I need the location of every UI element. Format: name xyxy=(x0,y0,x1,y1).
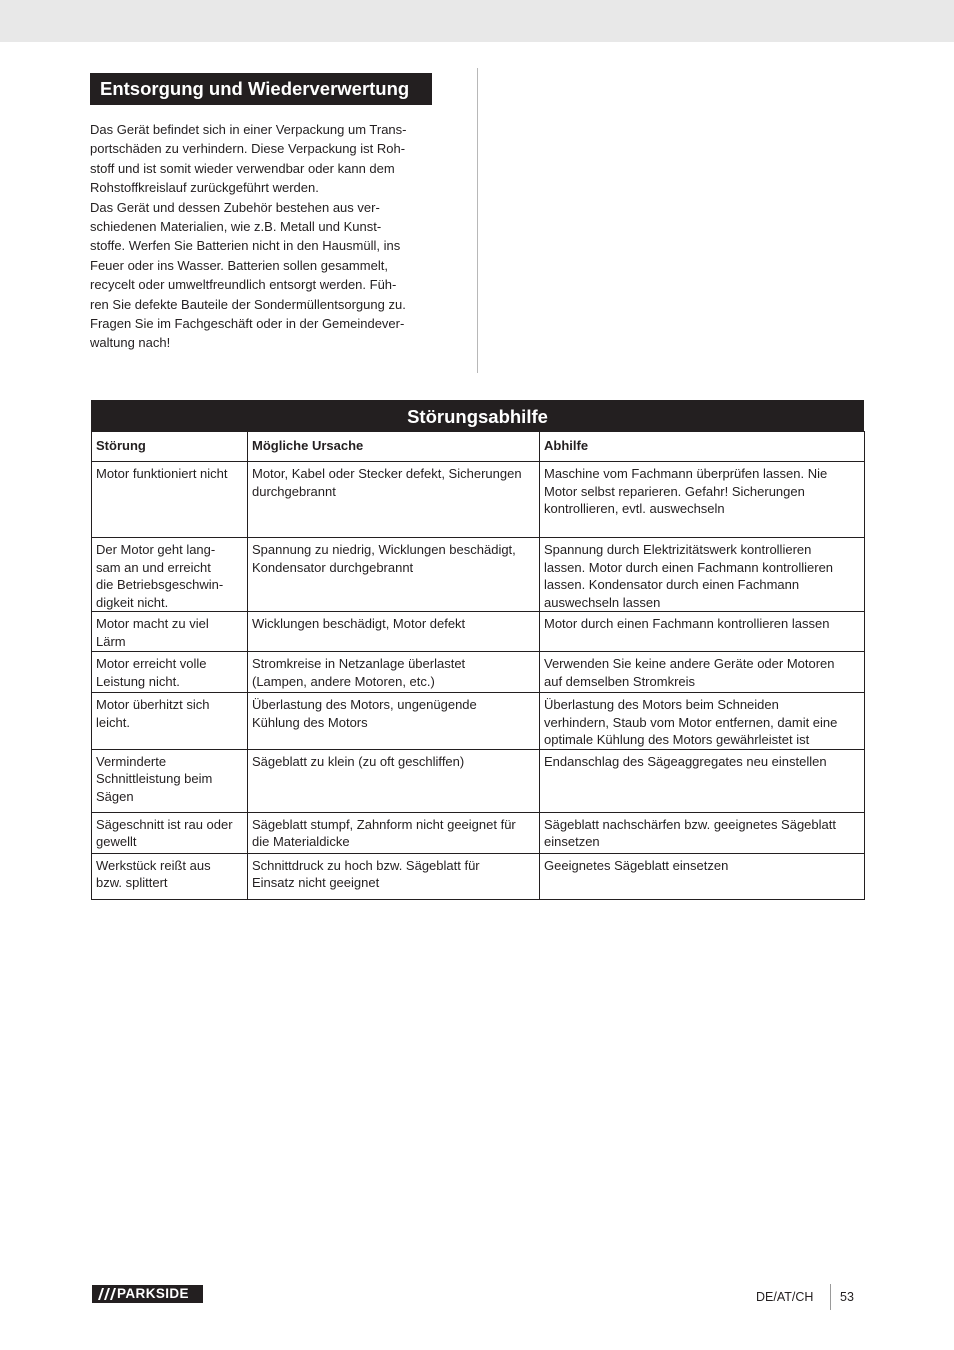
paragraph-line: ren Sie defekte Bauteile der Sondermüllentsorgung zu. xyxy=(90,296,406,312)
cell-text-line: verhindern, Staub vom Motor entfernen, damit eine xyxy=(544,714,838,730)
cell-abhilfe xyxy=(540,812,865,853)
cell-text-line: Der Motor geht lang- xyxy=(96,542,216,557)
header-ursache: Mögliche Ursache xyxy=(248,432,540,462)
table-row xyxy=(92,612,865,652)
cell-text-line: Verminderte xyxy=(96,753,167,769)
cell-text-line: einsetzen xyxy=(544,834,600,849)
cell-stoerung xyxy=(92,462,248,538)
parkside-logo xyxy=(92,1285,203,1303)
table-header-row xyxy=(92,432,865,462)
logo-stripes-icon xyxy=(95,1288,117,1300)
cell-text-line: digkeit nicht. xyxy=(96,594,169,610)
cell-ursache xyxy=(248,749,540,812)
cell-text-line: lassen. Motor durch einen Fachmann kontrollieren xyxy=(544,559,834,575)
brand-name: PARKSIDE xyxy=(117,1286,189,1301)
paragraph-line: portschäden zu verhindern. Diese Verpackung ist Roh- xyxy=(90,141,406,157)
cell-text-line: Motor, Kabel oder Stecker defekt, Sicherungen xyxy=(252,466,522,481)
cell-text-line: Verwenden Sie keine andere Geräte oder Motoren xyxy=(544,656,835,671)
cell-abhilfe xyxy=(540,652,865,693)
disposal-paragraph xyxy=(90,120,440,353)
cell-ursache xyxy=(248,693,540,750)
table-row xyxy=(92,812,865,853)
cell-ursache xyxy=(248,853,540,899)
top-bar xyxy=(0,0,954,42)
cell-text-line: Spannung durch Elektrizitätswerk kontrollieren xyxy=(544,542,812,557)
cell-text-line: bzw. splittert xyxy=(96,875,168,890)
troubleshooting-table xyxy=(91,431,865,900)
table-row xyxy=(92,749,865,812)
cell-abhilfe xyxy=(540,462,865,538)
cell-text-line: Geeignetes Sägeblatt einsetzen xyxy=(544,857,729,873)
cell-text-line: Sägeschnitt ist rau oder xyxy=(96,816,233,832)
header-abhilfe: Abhilfe xyxy=(540,432,865,462)
paragraph-line: stoffe. Werfen Sie Batterien nicht in den Hausmüll, ins xyxy=(90,238,401,254)
cell-text-line: Motor macht zu viel xyxy=(96,616,209,631)
cell-text-line: Überlastung des Motors, ungenügende xyxy=(252,697,477,712)
cell-ursache xyxy=(248,538,540,612)
paragraph-line: stoff und ist somit wieder verwendbar oder kann dem xyxy=(90,160,395,176)
cell-text-line: Motor funktioniert nicht xyxy=(96,466,228,481)
footer-divider xyxy=(830,1284,831,1310)
paragraph-line: schiedenen Materialien, wie z.B. Metall und Kunst- xyxy=(90,219,382,235)
cell-text-line: Sägen xyxy=(96,788,134,804)
cell-text-line: leicht. xyxy=(96,714,130,730)
cell-text-line: Lärm xyxy=(96,633,126,649)
cell-text-line: optimale Kühlung des Motors gewährleistet ist xyxy=(544,732,810,747)
cell-text-line: gewellt xyxy=(96,834,137,849)
table-row xyxy=(92,538,865,612)
cell-text-line: auswechseln lassen xyxy=(544,594,661,610)
table-title: Störungsabhilfe xyxy=(91,400,864,431)
cell-text-line: die Betriebsgeschwin- xyxy=(96,577,224,592)
cell-text-line: Stromkreise in Netzanlage überlastet xyxy=(252,656,466,671)
cell-text-line: (Lampen, andere Motoren, etc.) xyxy=(252,673,435,689)
cell-text-line: Schnittleistung beim xyxy=(96,771,213,786)
column-divider xyxy=(477,68,478,373)
cell-stoerung xyxy=(92,693,248,750)
cell-text-line: die Materialdicke xyxy=(252,834,350,849)
paragraph-line: waltung nach! xyxy=(90,335,171,351)
cell-ursache xyxy=(248,652,540,693)
paragraph-line: Das Gerät und dessen Zubehör bestehen aus ver- xyxy=(90,199,380,215)
cell-abhilfe xyxy=(540,853,865,899)
table-row xyxy=(92,853,865,899)
cell-ursache xyxy=(248,612,540,652)
cell-stoerung xyxy=(92,853,248,899)
cell-text-line: Motor erreicht volle xyxy=(96,656,207,671)
cell-text-line: Leistung nicht. xyxy=(96,673,180,689)
cell-ursache xyxy=(248,812,540,853)
cell-text-line: Motor selbst reparieren. Gefahr! Sicherungen xyxy=(544,483,805,499)
cell-text-line: Motor durch einen Fachmann kontrollieren lassen xyxy=(544,616,830,631)
cell-text-line: Werkstück reißt aus xyxy=(96,857,211,873)
paragraph-line: Fragen Sie im Fachgeschäft oder in der Gemeindever- xyxy=(90,316,405,332)
cell-text-line: Sägeblatt nachschärfen bzw. geeignetes Sägeblatt xyxy=(544,816,836,832)
cell-text-line: Kondensator durchgebrannt xyxy=(252,559,414,575)
troubleshooting-table-block xyxy=(91,400,864,900)
paragraph-line: Das Gerät befindet sich in einer Verpackung um Trans- xyxy=(90,122,407,137)
cell-text-line: auf demselben Stromkreis xyxy=(544,673,696,689)
cell-text-line: Sägeblatt stumpf, Zahnform nicht geeignet für xyxy=(252,816,516,832)
paragraph-line: recycelt oder umweltfreundlich entsorgt werden. Füh- xyxy=(90,277,397,293)
cell-stoerung xyxy=(92,749,248,812)
cell-text-line: lassen. Kondensator durch einen Fachmann xyxy=(544,577,800,592)
cell-ursache xyxy=(248,462,540,538)
cell-text-line: Wicklungen beschädigt, Motor defekt xyxy=(252,616,466,631)
region-label: DE/AT/CH xyxy=(756,1290,814,1304)
cell-stoerung xyxy=(92,652,248,693)
table-row xyxy=(92,652,865,693)
cell-text-line: Spannung zu niedrig, Wicklungen beschädigt, xyxy=(252,542,516,557)
table-row xyxy=(92,462,865,538)
header-stoerung: Störung xyxy=(92,432,248,462)
cell-text-line: Schnittdruck zu hoch bzw. Sägeblatt für xyxy=(252,857,480,873)
cell-text-line: Sägeblatt zu klein (zu oft geschliffen) xyxy=(252,753,465,769)
page-number: 53 xyxy=(840,1290,854,1304)
cell-stoerung xyxy=(92,538,248,612)
cell-text-line: kontrollieren, evtl. auswechseln xyxy=(544,501,725,516)
cell-text-line: Endanschlag des Sägeaggregates neu einstellen xyxy=(544,753,827,769)
cell-stoerung xyxy=(92,812,248,853)
section-heading: Entsorgung und Wiederverwertung xyxy=(90,73,432,105)
cell-abhilfe xyxy=(540,693,865,750)
paragraph-line: Rohstoffkreislauf zurückgeführt werden. xyxy=(90,180,319,196)
cell-text-line: Einsatz nicht geeignet xyxy=(252,875,380,890)
paragraph-line: Feuer oder ins Wasser. Batterien sollen gesammelt, xyxy=(90,257,388,273)
cell-text-line: Überlastung des Motors beim Schneiden xyxy=(544,697,779,712)
cell-abhilfe xyxy=(540,538,865,612)
cell-text-line: durchgebrannt xyxy=(252,483,336,499)
cell-abhilfe xyxy=(540,749,865,812)
table-row xyxy=(92,693,865,750)
cell-text-line: sam an und erreicht xyxy=(96,559,211,575)
cell-abhilfe xyxy=(540,612,865,652)
cell-text-line: Maschine vom Fachmann überprüfen lassen. Nie xyxy=(544,466,828,481)
cell-text-line: Motor überhitzt sich xyxy=(96,697,210,712)
cell-text-line: Kühlung des Motors xyxy=(252,714,368,730)
cell-stoerung xyxy=(92,612,248,652)
